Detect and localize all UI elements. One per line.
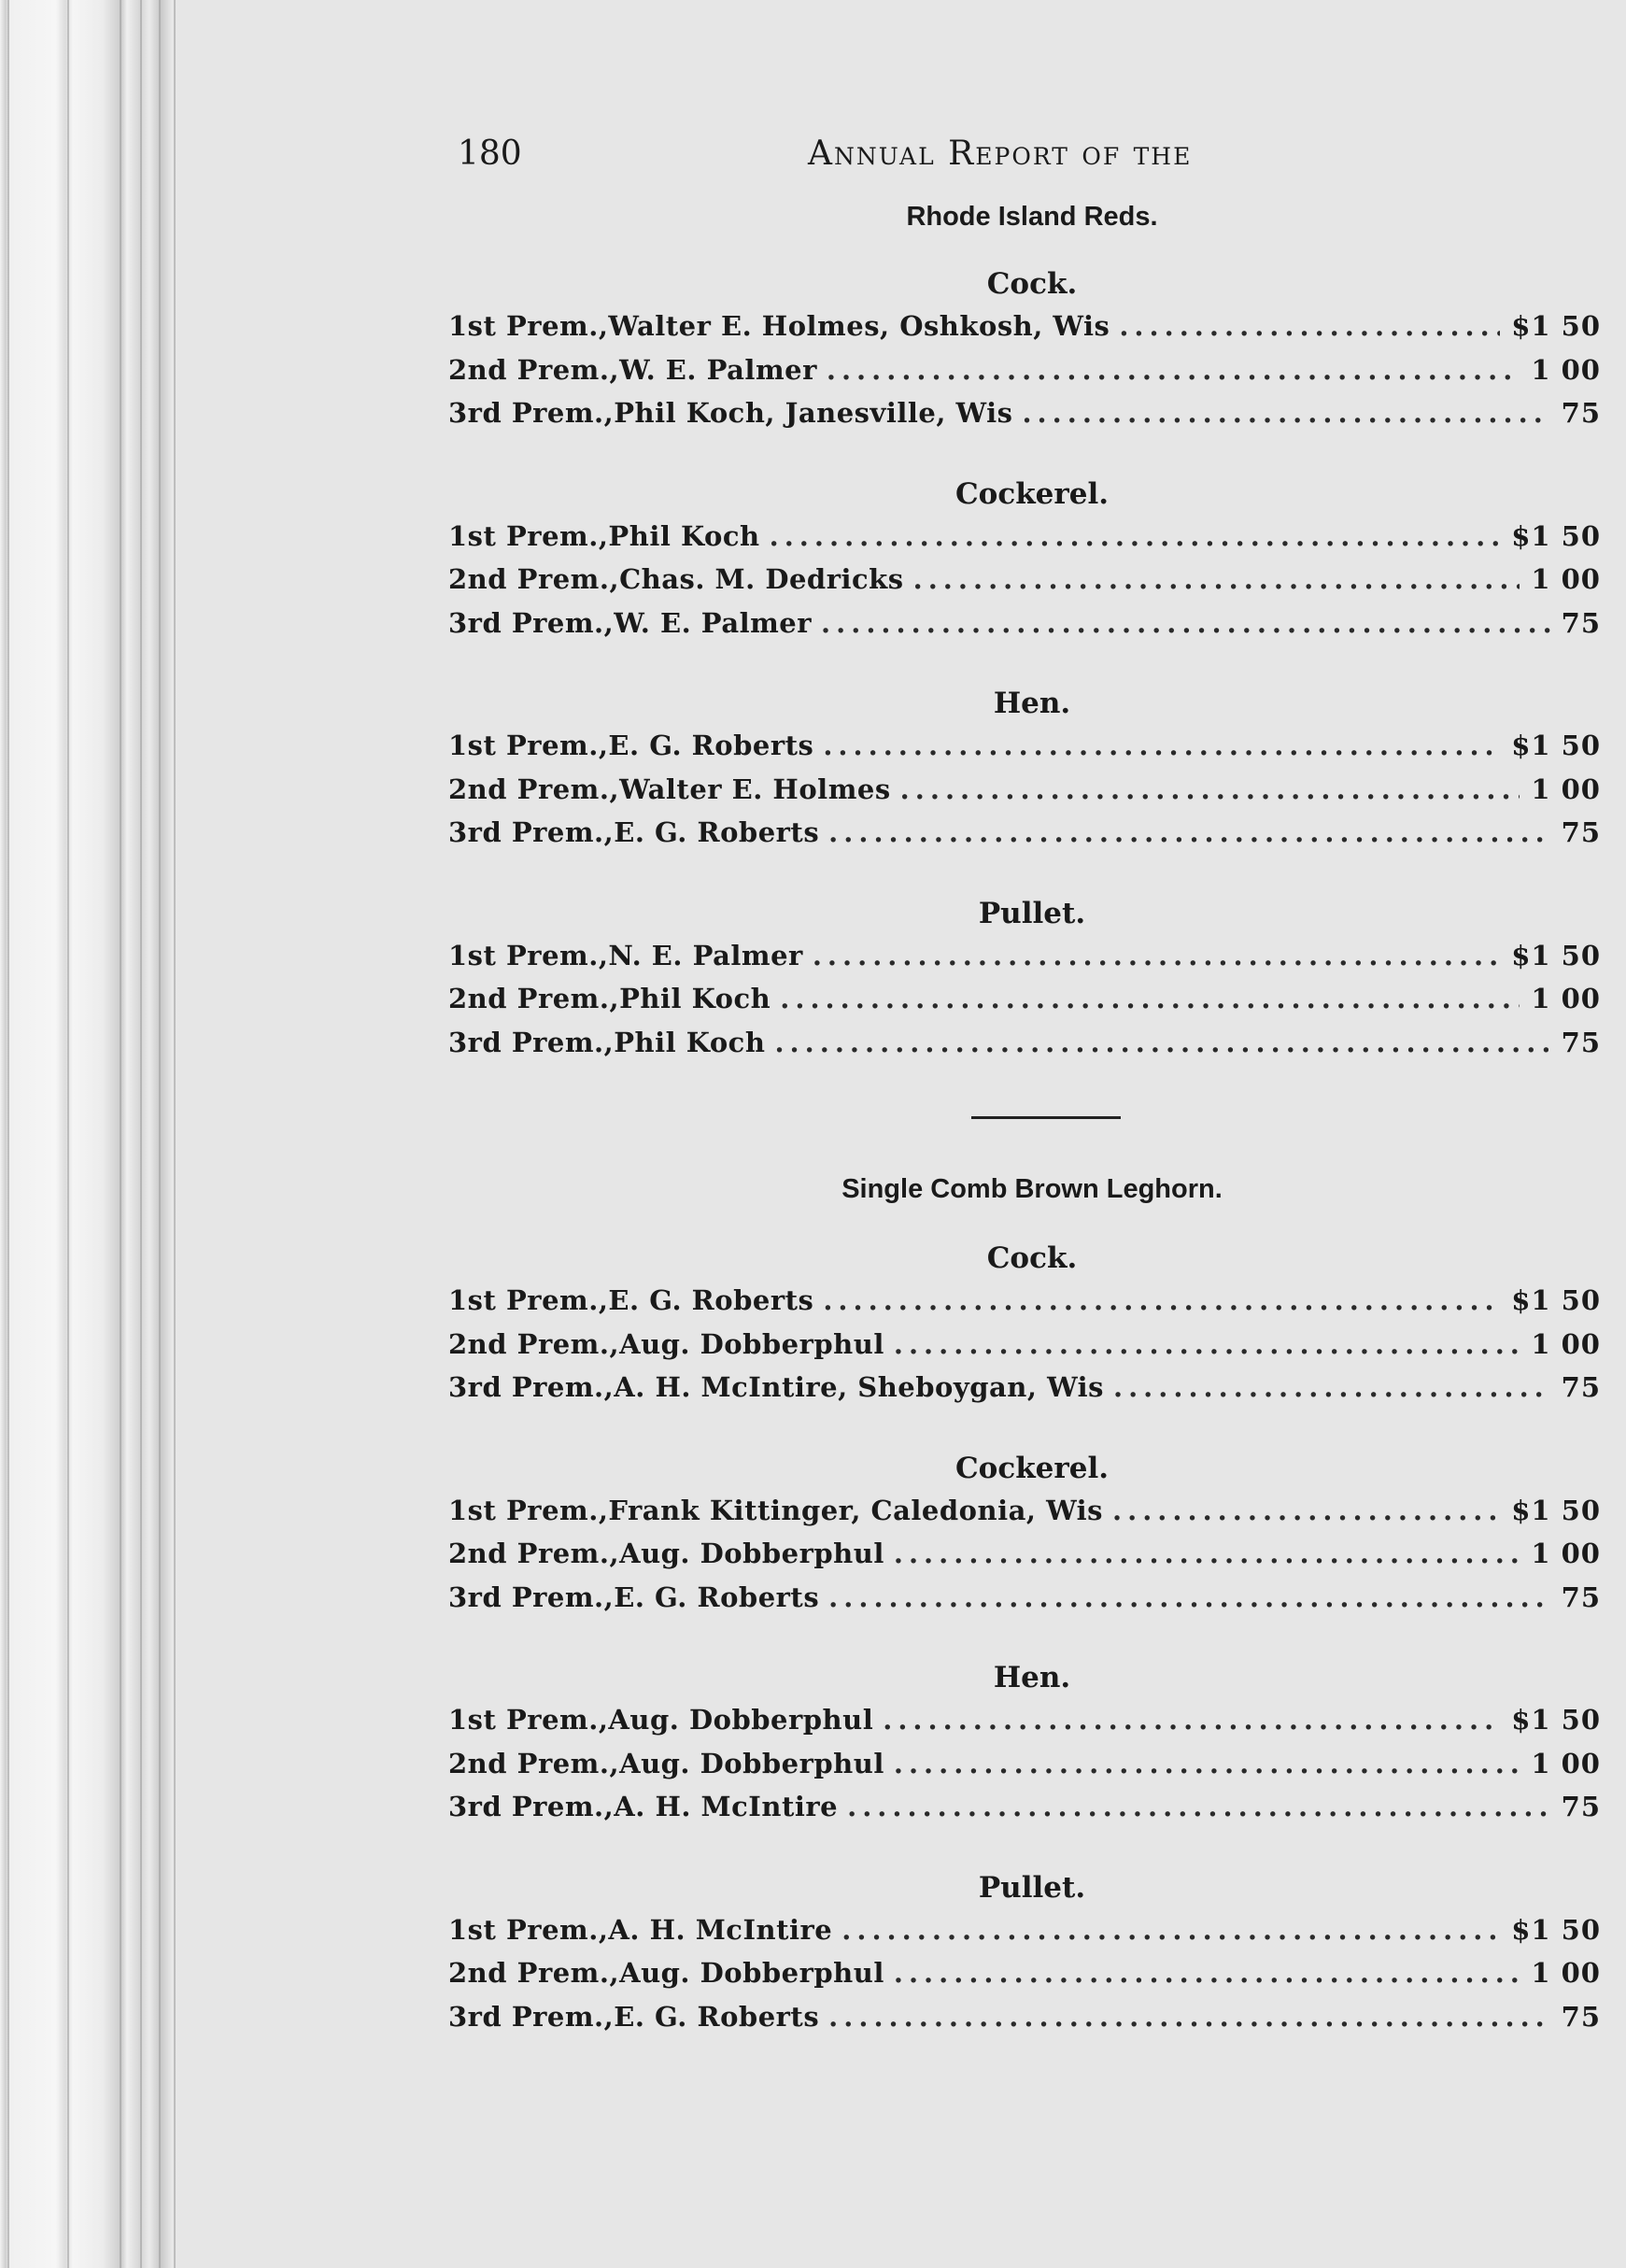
exhibitor-name: E. G. Roberts — [608, 730, 814, 761]
class-block — [439, 683, 1606, 855]
class-block — [439, 1238, 1606, 1410]
exhibitor-name: Phil Koch — [619, 983, 771, 1014]
premium-place: 3rd Prem., — [448, 2000, 615, 2033]
premium-entry — [439, 1951, 1606, 1995]
class-heading: Pullet. — [978, 896, 1086, 930]
premium-place: 2nd Prem., — [448, 1327, 620, 1360]
dot-leader — [894, 1742, 1520, 1786]
premium-place: 1st Prem., — [448, 1704, 609, 1736]
exhibitor-name: E. G. Roberts — [614, 816, 820, 848]
exhibitor-name: Aug. Dobberphul — [619, 1747, 884, 1779]
class-heading: Cockerel. — [954, 1451, 1110, 1485]
running-title: Annual Report of the — [808, 135, 1193, 173]
premium-amount: $1 50 — [1511, 939, 1601, 971]
class-heading: Pullet. — [978, 1870, 1086, 1905]
exhibitor-name: E. G. Roberts — [614, 1581, 820, 1613]
premium-place: 2nd Prem., — [448, 1747, 620, 1779]
exhibitor-name: Phil Koch — [608, 519, 760, 552]
premium-entry — [439, 1279, 1606, 1323]
dot-leader — [847, 1785, 1550, 1829]
dot-leader — [1119, 305, 1500, 348]
class-block — [439, 263, 1606, 435]
dot-leader — [913, 558, 1520, 602]
dot-leader — [900, 768, 1520, 812]
exhibitor-name: Walter E. Holmes — [619, 773, 891, 805]
premium-entry — [439, 515, 1606, 559]
premium-amount: 1 00 — [1531, 1327, 1601, 1360]
premium-amount: 75 — [1561, 816, 1601, 848]
exhibitor-name: Frank Kittinger, Caledonia, Wis — [608, 1494, 1103, 1526]
premium-entry — [439, 1785, 1606, 1829]
binding-line — [67, 0, 69, 2268]
premium-entry — [439, 348, 1606, 392]
premium-place: 2nd Prem., — [448, 563, 620, 595]
exhibitor-name: A. H. McIntire, Sheboygan, Wis — [614, 1371, 1104, 1403]
premium-entry — [439, 1576, 1606, 1620]
dot-leader — [780, 977, 1520, 1021]
premium-entry — [439, 1698, 1606, 1742]
premium-place: 1st Prem., — [448, 1494, 609, 1526]
class-block — [439, 893, 1606, 1065]
premium-entry — [439, 305, 1606, 348]
class-heading: Hen. — [993, 687, 1071, 720]
premium-amount: $1 50 — [1511, 1913, 1601, 1946]
class-block — [439, 1448, 1606, 1620]
exhibitor-name: Chas. M. Dedricks — [619, 563, 904, 595]
premium-entry — [439, 391, 1606, 435]
premium-amount: 75 — [1561, 2000, 1601, 2033]
premium-place: 1st Prem., — [448, 310, 609, 342]
exhibitor-name: Phil Koch — [614, 1026, 766, 1058]
premium-entry — [439, 1742, 1606, 1786]
dot-leader — [1022, 391, 1549, 435]
dot-leader — [1113, 1366, 1550, 1410]
premium-place: 2nd Prem., — [448, 1957, 620, 1989]
class-block — [439, 1867, 1606, 2039]
premium-place: 3rd Prem., — [448, 1371, 615, 1403]
premium-amount: 75 — [1561, 1791, 1601, 1822]
dot-leader — [828, 811, 1549, 855]
premium-amount: 1 00 — [1531, 1747, 1601, 1779]
premium-place: 3rd Prem., — [448, 606, 615, 639]
exhibitor-name: E. G. Roberts — [614, 2000, 820, 2033]
premium-amount: $1 50 — [1511, 310, 1601, 342]
exhibitor-name: E. G. Roberts — [608, 1284, 814, 1316]
premium-place: 2nd Prem., — [448, 983, 620, 1014]
premium-amount: $1 50 — [1511, 519, 1601, 552]
premium-entry — [439, 1908, 1606, 1952]
class-heading: Cock. — [986, 267, 1078, 301]
dot-leader — [894, 1323, 1520, 1367]
class-heading: Cockerel. — [954, 476, 1110, 511]
premium-amount: 1 00 — [1531, 563, 1601, 595]
dot-leader — [821, 602, 1550, 645]
binding-line — [120, 0, 121, 2268]
exhibitor-name: Aug. Dobberphul — [608, 1704, 874, 1736]
exhibitor-name: Walter E. Holmes, Oshkosh, Wis — [608, 310, 1110, 342]
premium-entry — [439, 768, 1606, 812]
premium-entry — [439, 558, 1606, 602]
premium-entry — [439, 1532, 1606, 1576]
premium-place: 2nd Prem., — [448, 773, 620, 805]
exhibitor-name: N. E. Palmer — [608, 939, 803, 971]
class-heading: Cock. — [986, 1241, 1078, 1275]
premium-entry — [439, 1366, 1606, 1410]
page-number: 180 — [458, 135, 522, 173]
section-title: Rhode Island Reds. — [906, 202, 1158, 232]
premium-amount: $1 50 — [1511, 1494, 1601, 1526]
dot-leader — [1112, 1489, 1500, 1533]
class-block — [439, 474, 1606, 645]
exhibitor-name: A. H. McIntire — [608, 1913, 833, 1946]
dot-leader — [823, 724, 1500, 768]
premium-place: 3rd Prem., — [448, 397, 615, 429]
premium-amount: $1 50 — [1511, 1704, 1601, 1736]
dot-leader — [828, 1995, 1549, 2039]
binding-line — [159, 0, 161, 2268]
exhibitor-name: Aug. Dobberphul — [619, 1327, 884, 1360]
premium-place: 1st Prem., — [448, 730, 609, 761]
premium-entry — [439, 1021, 1606, 1065]
premium-amount: 75 — [1561, 606, 1601, 639]
dot-leader — [813, 934, 1500, 978]
premium-amount: 1 00 — [1531, 983, 1601, 1014]
dot-leader — [823, 1279, 1500, 1323]
premium-amount: 1 00 — [1531, 1538, 1601, 1569]
exhibitor-name: Phil Koch, Janesville, Wis — [614, 397, 1013, 429]
premium-amount: 1 00 — [1531, 353, 1601, 386]
premium-entry — [439, 934, 1606, 978]
premium-amount: 1 00 — [1531, 773, 1601, 805]
premium-amount: 1 00 — [1531, 1957, 1601, 1989]
exhibitor-name: W. E. Palmer — [619, 353, 817, 386]
premium-amount: 75 — [1561, 1581, 1601, 1613]
premium-place: 2nd Prem., — [448, 353, 620, 386]
premium-place: 1st Prem., — [448, 1284, 609, 1316]
premium-amount: $1 50 — [1511, 1284, 1601, 1316]
premium-place: 2nd Prem., — [448, 1538, 620, 1569]
premium-entry — [439, 724, 1606, 768]
premium-place: 3rd Prem., — [448, 1026, 615, 1058]
dot-leader — [770, 515, 1501, 559]
premium-place: 3rd Prem., — [448, 1581, 615, 1613]
premium-place: 1st Prem., — [448, 519, 609, 552]
exhibitor-name: A. H. McIntire — [614, 1791, 839, 1822]
premium-entry — [439, 602, 1606, 645]
dot-leader — [828, 1576, 1549, 1620]
class-heading: Hen. — [993, 1661, 1071, 1694]
premium-amount: 75 — [1561, 1026, 1601, 1058]
premium-place: 3rd Prem., — [448, 816, 615, 848]
premium-entry — [439, 1995, 1606, 2039]
running-head — [439, 131, 1616, 187]
premium-section — [439, 1170, 1606, 2038]
premium-amount: 75 — [1561, 397, 1601, 429]
dot-leader — [894, 1951, 1520, 1995]
exhibitor-name: Aug. Dobberphul — [619, 1538, 884, 1569]
section-title: Single Comb Brown Leghorn. — [841, 1174, 1223, 1204]
premium-entry — [439, 1323, 1606, 1367]
premium-amount: $1 50 — [1511, 730, 1601, 761]
premium-place: 3rd Prem., — [448, 1791, 615, 1822]
dot-leader — [894, 1532, 1520, 1576]
book-page — [439, 131, 1616, 2038]
exhibitor-name: W. E. Palmer — [614, 606, 813, 639]
binding-line — [7, 0, 9, 2268]
dot-leader — [774, 1021, 1548, 1065]
book-binding-gutter — [0, 0, 182, 2268]
premium-place: 1st Prem., — [448, 939, 609, 971]
binding-line — [140, 0, 142, 2268]
premium-entry — [439, 811, 1606, 855]
dot-leader — [883, 1698, 1500, 1742]
dot-leader — [827, 348, 1520, 392]
premium-amount: 75 — [1561, 1371, 1601, 1403]
premium-entry — [439, 1489, 1606, 1533]
class-block — [439, 1657, 1606, 1829]
premium-section — [439, 198, 1606, 1064]
dot-leader — [841, 1908, 1500, 1952]
exhibitor-name: Aug. Dobberphul — [619, 1957, 884, 1989]
premium-entry — [439, 977, 1606, 1021]
binding-line — [174, 0, 176, 2268]
premium-place: 1st Prem., — [448, 1913, 609, 1946]
section-divider — [971, 1116, 1121, 1119]
